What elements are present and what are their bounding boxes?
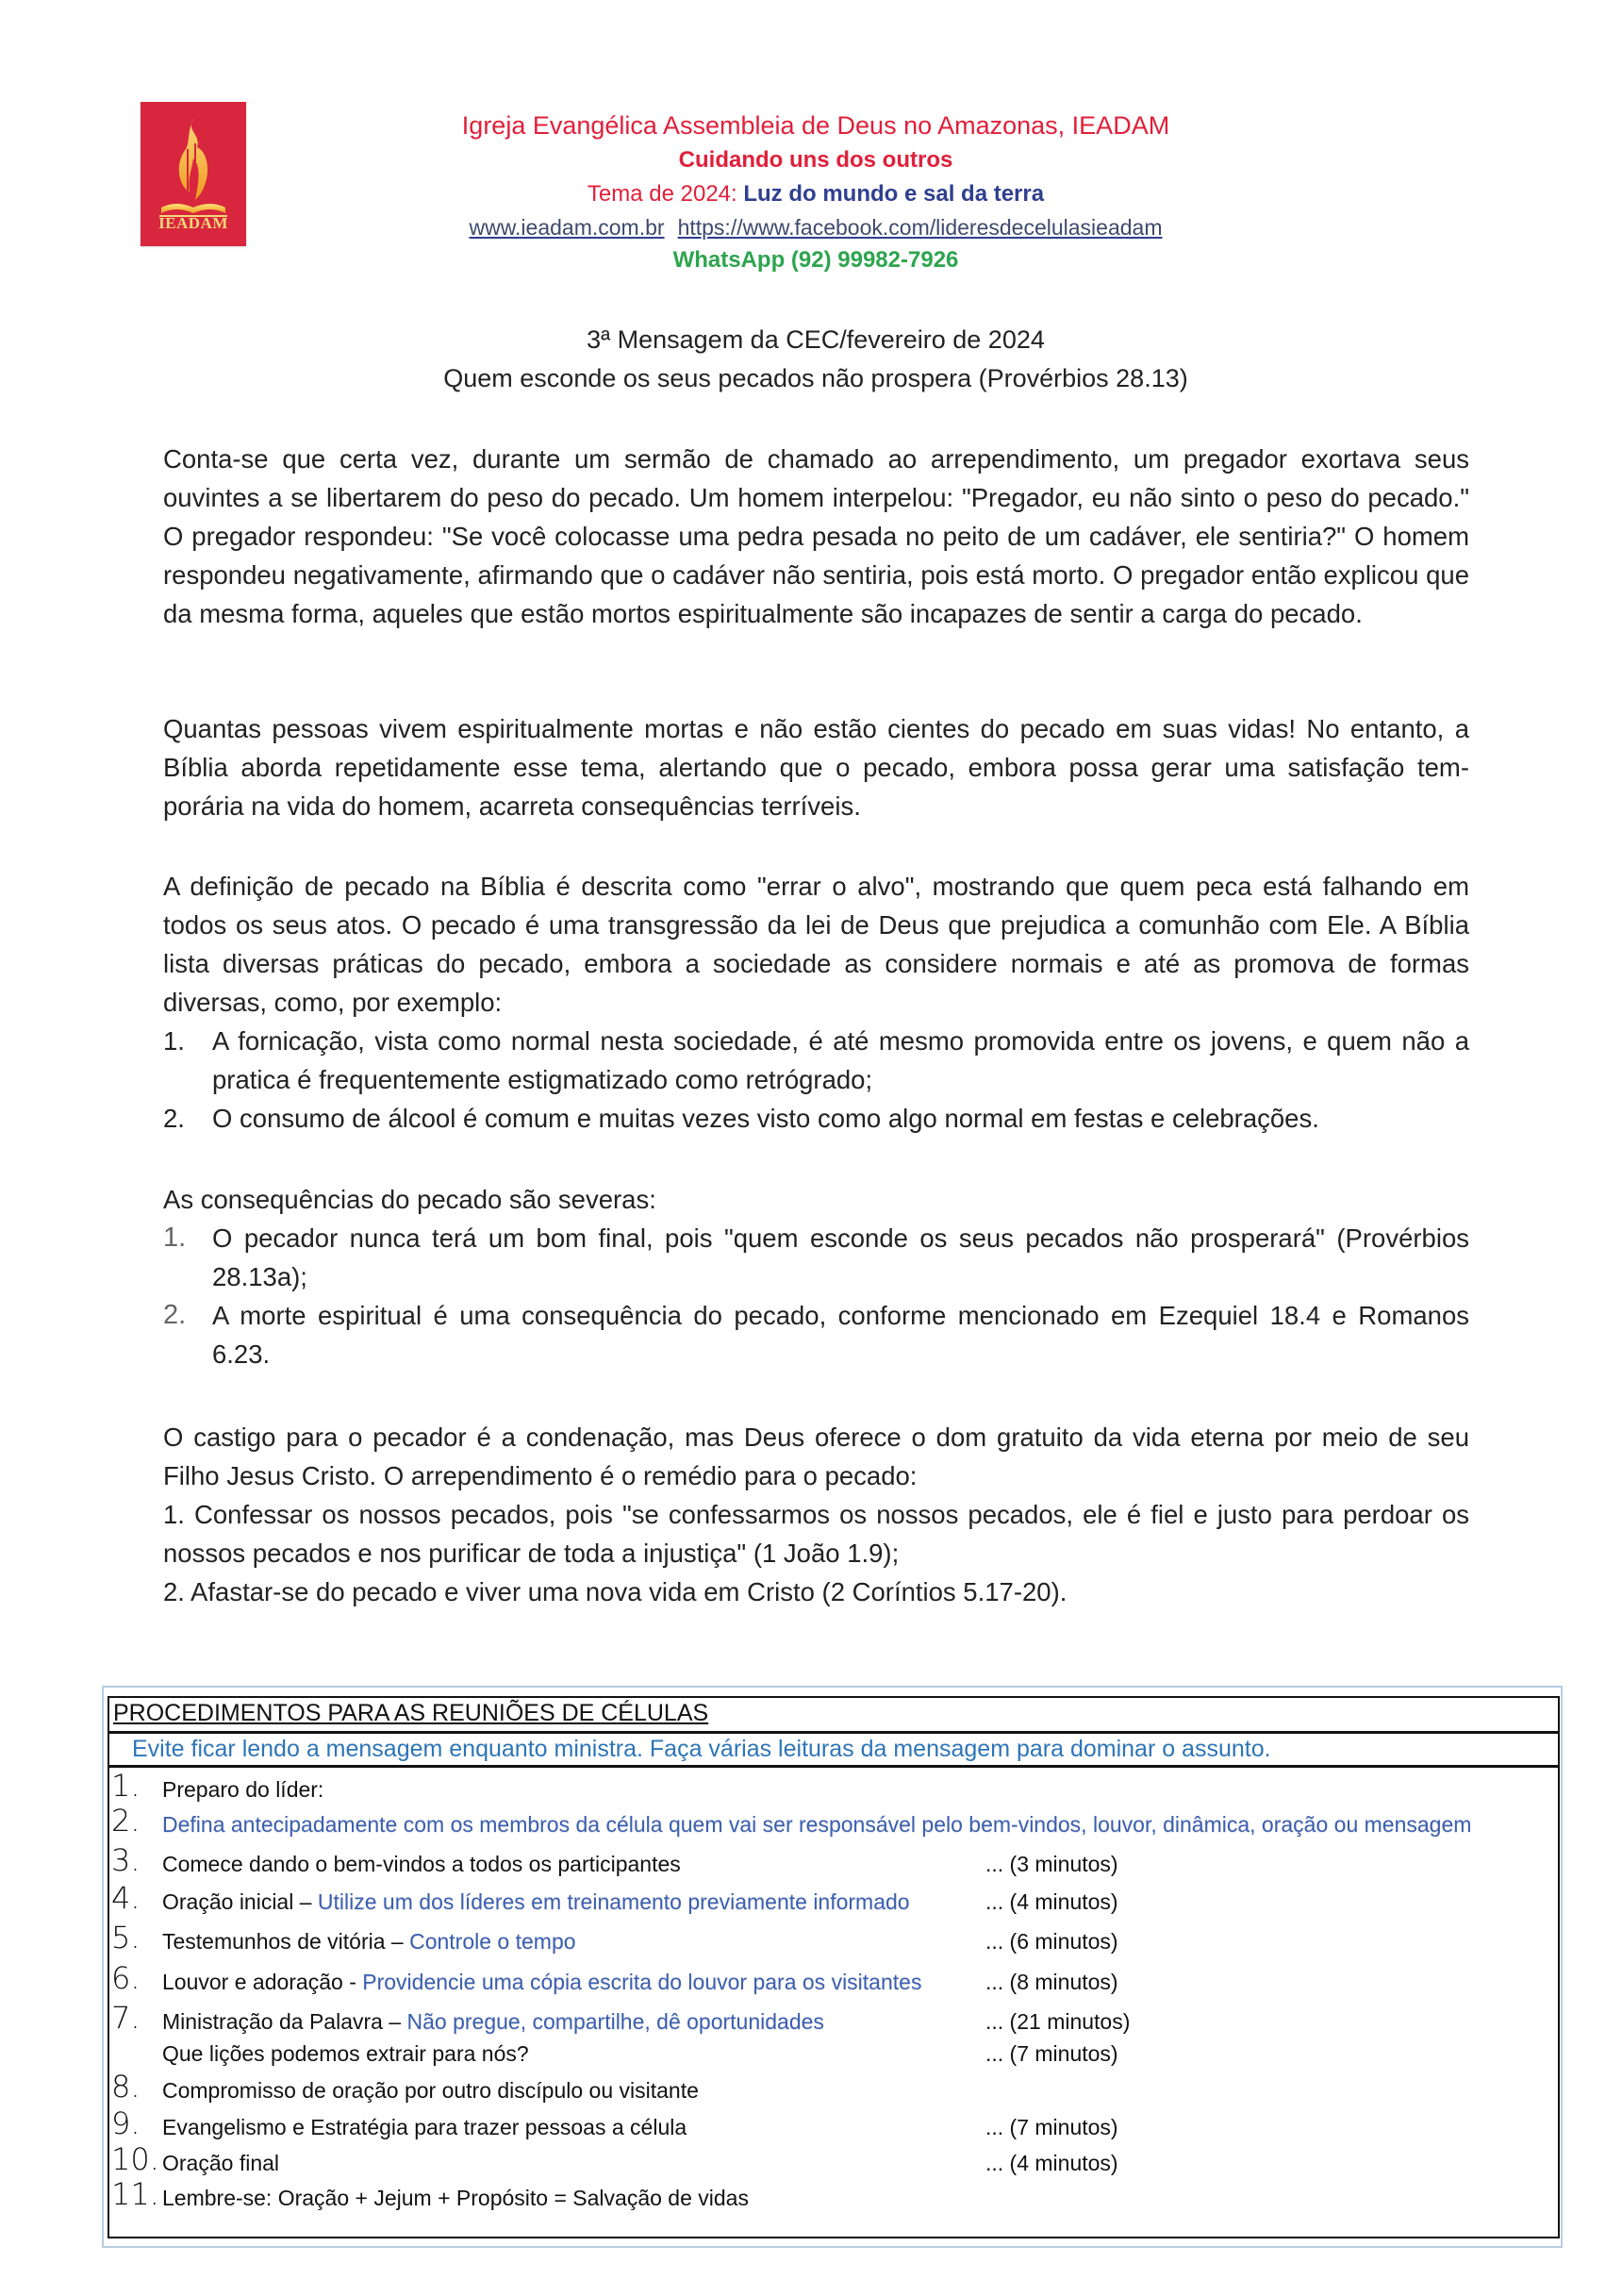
procedure-row xyxy=(111,2176,1554,2218)
procedure-number: 8. xyxy=(111,2069,141,2105)
list-number: 2. xyxy=(163,1300,187,1330)
procedure-text: Evangelismo e Estratégia para trazer pessoas a célula xyxy=(162,2115,687,2139)
procedure-text: Louvor e adoração - Providencie uma cópia escrita do louvor para os visitantes xyxy=(162,1970,922,1994)
procedure-text: Defina antecipadamente com os membros da célula quem vai ser responsável pelo bem-vindos, louvor, dinâmica, oração ou mensagem xyxy=(162,1812,1472,1837)
procedure-number: 11. xyxy=(111,2176,159,2212)
procedure-row xyxy=(111,2069,1554,2110)
procedure-number: 1. xyxy=(111,1768,141,1804)
list-text: A morte espiritual é uma consequência do pecado, conforme mencionado em Ezequiel 18.4 e Romanos 6.23. xyxy=(212,1301,1469,1369)
procedure-duration: ... (7 minutos) xyxy=(985,2115,1118,2139)
list-text: O consumo de álcool é comum e muitas vezes visto como algo normal em festas e celebrações. xyxy=(212,1104,1319,1133)
procedure-number: 7. xyxy=(111,2000,141,2036)
theme-value: Luz do mundo e sal da terra xyxy=(743,181,1045,207)
procedure-row xyxy=(111,1960,1554,2002)
procedure-text: Compromisso de oração por outro discípulo ou visitante xyxy=(162,2078,699,2103)
links-line xyxy=(283,215,1349,241)
procedure-number: 10. xyxy=(111,2141,159,2177)
paragraph-text: Quantas pessoas vivem espiritualmente mortas e não estão cientes do pecado em suas vidas! No entanto, a Bíblia aborda repetidamente esse tema, alertando que o pecado, embora possa gerar uma satisfação tem-porária na vida do homem, acarreta consequências terríveis. xyxy=(163,714,1469,821)
whatsapp-contact: WhatsApp (92) 99982-7926 xyxy=(672,247,959,273)
procedure-row xyxy=(111,1803,1554,1844)
procedure-row xyxy=(111,1842,1554,1884)
procedure-text: Oração final xyxy=(162,2151,280,2175)
motto: Cuidando uns dos outros xyxy=(678,147,953,173)
ieadam-logo xyxy=(141,102,246,246)
facebook-link[interactable]: https://www.facebook.com/lideresdecelulasieadam xyxy=(677,215,1163,240)
procedure-number: 4. xyxy=(111,1880,141,1916)
remedy-step-1: 1. Confessar os nossos pecados, pois "se confessarmos os nossos pecados, ele é fiel e justo para perdoar os nossos pecados e nos purificar de toda a injustiça" (1 João 1.9); xyxy=(163,1500,1469,1568)
procedure-number: 9. xyxy=(111,2105,141,2141)
theme-label: Tema de 2024: xyxy=(587,181,737,207)
logo-text: IEADAM xyxy=(158,214,228,232)
procedures-subheading-row xyxy=(109,1734,1558,1768)
procedure-duration: ... (8 minutos) xyxy=(985,1970,1118,1994)
list-text: O pecador nunca terá um bom final, pois "quem esconde os seus pecados não prosperará" (Provérbios 28.13a); xyxy=(212,1223,1469,1291)
theme-line xyxy=(283,181,1349,208)
procedures-subheading: Evite ficar lendo a mensagem enquanto ministra. Faça várias leituras da mensagem para dominar o assunto. xyxy=(132,1736,1271,1762)
procedures-heading-row xyxy=(109,1698,1558,1734)
procedure-duration: ... (4 minutos) xyxy=(985,1889,1118,1914)
procedure-duration: ... (3 minutos) xyxy=(985,1852,1118,1876)
procedure-duration: ... (4 minutos) xyxy=(985,2151,1118,2175)
message-subtitle: Quem esconde os seus pecados não prospera (Provérbios 28.13) xyxy=(443,364,1188,392)
procedure-text: Testemunhos de vitória – Controle o tempo xyxy=(162,1929,576,1954)
procedure-number: 3. xyxy=(111,1842,141,1878)
procedure-row xyxy=(111,2000,1554,2041)
procedure-number: 5. xyxy=(111,1920,141,1955)
procedure-row xyxy=(111,1880,1554,1922)
list-item xyxy=(163,1219,1469,1296)
list-number: 1. xyxy=(163,1223,187,1253)
list-number: 1. xyxy=(163,1026,185,1056)
procedure-text: Lembre-se: Oração + Jejum + Propósito = Salvação de vidas xyxy=(162,2186,749,2210)
procedure-row xyxy=(111,1920,1554,1961)
procedure-text: Oração inicial – Utilize um dos líderes em treinamento previamente informado xyxy=(162,1889,910,1914)
procedure-row xyxy=(111,2141,1554,2183)
list-item xyxy=(163,1022,1469,1099)
paragraph-spiritual-death xyxy=(163,709,1469,825)
procedure-row xyxy=(111,2038,1554,2073)
paragraph-consequences xyxy=(163,1180,1469,1373)
list-item xyxy=(163,1296,1469,1373)
procedure-text: Ministração da Palavra – Não pregue, compartilhe, dê oportunidades xyxy=(162,2009,824,2034)
church-name: Igreja Evangélica Assembleia de Deus no Amazonas, IEADAM xyxy=(461,111,1170,140)
list-number: 2. xyxy=(163,1104,185,1133)
paragraph-definition xyxy=(163,867,1469,1138)
website-link[interactable]: www.ieadam.com.br xyxy=(469,215,665,240)
paragraph-text: Conta-se que certa vez, durante um sermão de chamado ao arrependimento, um pregador exortava seus ouvintes a se libertarem do peso do pecado. Um homem interpelou: "Pregador, eu não sinto o peso do pecado." O pregador respondeu: "Se você colocasse uma pedra pesada no peito de um cadáver, ele sentiria?" O homem respondeu negativamente, afirmando que o cadáver não sentiria, pois está morto. O pregador então explicou que da mesma forma, aqueles que estão mortos espiritualmente são incapazes de sentir a carga do pecado. xyxy=(163,444,1469,628)
procedure-text: Que lições podemos extrair para nós? xyxy=(162,2041,529,2066)
procedure-row xyxy=(111,2105,1554,2147)
procedure-duration: ... (21 minutos) xyxy=(985,2009,1131,2034)
procedure-row xyxy=(111,1768,1554,1809)
paragraph-remedy xyxy=(163,1418,1469,1611)
procedure-number: 6. xyxy=(111,1960,141,1996)
paragraph-text: As consequências do pecado são severas: xyxy=(163,1185,656,1214)
paragraph-text: O castigo para o pecador é a condenação, mas Deus oferece o dom gratuito da vida eterna por meio de seu Filho Jesus Cristo. O arrependimento é o remédio para o pecado: xyxy=(163,1423,1469,1490)
paragraph-story xyxy=(163,440,1469,633)
remedy-step-2: 2. Afastar-se do pecado e viver uma nova vida em Cristo (2 Coríntios 5.17-20). xyxy=(163,1577,1068,1606)
procedure-duration: ... (6 minutos) xyxy=(985,1929,1118,1954)
procedure-duration: ... (7 minutos) xyxy=(985,2041,1118,2066)
message-title: 3ª Mensagem da CEC/fevereiro de 2024 xyxy=(587,325,1045,354)
procedure-number: 2. xyxy=(111,1803,141,1838)
procedures-heading: PROCEDIMENTOS PARA AS REUNIÕES DE CÉLULAS xyxy=(113,1700,709,1726)
list-text: A fornicação, vista como normal nesta sociedade, é até mesmo promovida entre os jovens, e quem não a pratica é frequentemente estigmatizado como retrógrado; xyxy=(212,1026,1469,1094)
procedure-text: Comece dando o bem-vindos a todos os participantes xyxy=(162,1852,681,1876)
list-item xyxy=(163,1099,1469,1138)
procedure-text: Preparo do líder: xyxy=(162,1777,324,1802)
paragraph-text: A definição de pecado na Bíblia é descrita como "errar o alvo", mostrando que quem peca está falhando em todos os seus atos. O pecado é uma transgressão da lei de Deus que prejudica a comunhão com Ele. A Bíblia lista diversas práticas do pecado, embora a sociedade as considere normais e até as promova de formas diversas, como, por exemplo: xyxy=(163,872,1469,1017)
